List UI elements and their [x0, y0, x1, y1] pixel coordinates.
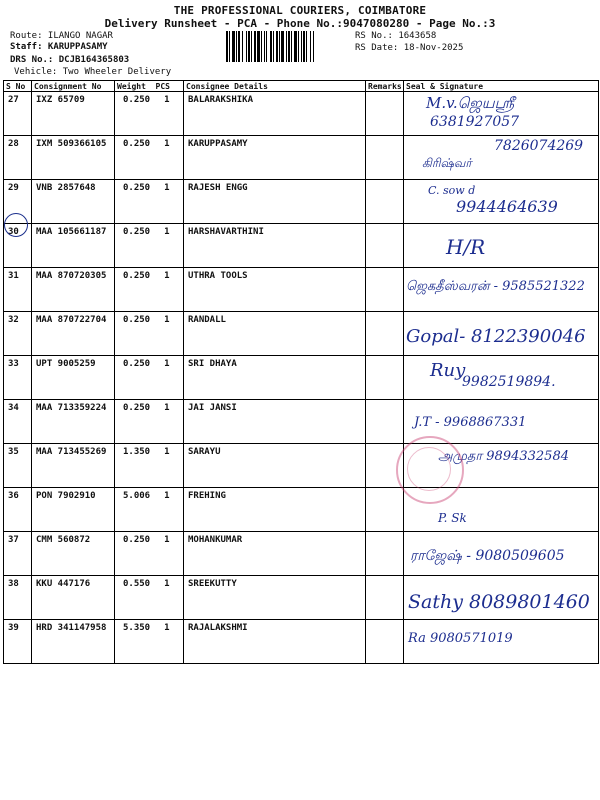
row-signature: [404, 312, 599, 356]
handwritten-signature: [404, 312, 599, 352]
signature-line-1: 7826074269: [494, 138, 584, 154]
row-weight-pcs: [115, 312, 184, 356]
row-sno: 39: [4, 620, 32, 664]
row-remarks: [366, 620, 404, 664]
row-pcs: 1: [164, 579, 170, 589]
handwritten-signature: [404, 576, 599, 616]
row-remarks: [366, 488, 404, 532]
row-weight: 0.250: [123, 535, 151, 545]
row-signature: [404, 532, 599, 576]
row-pcs: 1: [164, 227, 170, 237]
signature-line-1: ஜெகதீஸ்வரன் - 9585521322: [406, 279, 585, 294]
runsheet-title: Delivery Runsheet - PCA - Phone No.:9047080280 - Page No.:3: [104, 17, 496, 30]
row-consignment: MAA 105661187: [32, 224, 115, 268]
row-signature: [404, 224, 599, 268]
handwritten-signature: [404, 180, 599, 220]
col-consignment: Consignment No: [32, 81, 115, 92]
signature-line-1: Ruy: [430, 360, 466, 381]
vehicle-label: Vehicle: Two Wheeler Delivery: [14, 67, 172, 77]
runsheet-table: [3, 80, 599, 664]
row-pcs: 1: [164, 315, 170, 325]
row-signature: [404, 620, 599, 664]
row-sno: 30: [4, 224, 32, 268]
row-consignment: PON 7902910: [32, 488, 115, 532]
row-pcs: 1: [164, 359, 170, 369]
row-consignment: MAA 870722704: [32, 312, 115, 356]
row-consignee: MOHANKUMAR: [184, 532, 366, 576]
row-signature: [404, 92, 599, 136]
row-weight-pcs: [115, 356, 184, 400]
row-weight-pcs: [115, 444, 184, 488]
row-weight: 5.006: [123, 491, 151, 501]
row-weight: 0.550: [123, 579, 151, 589]
row-consignee: UTHRA TOOLS: [184, 268, 366, 312]
row-weight: 0.250: [123, 139, 151, 149]
signature-line-1: M.v.ஜெயஸ்ரீ: [426, 94, 515, 112]
signature-line-2: கிரிஷ்வர்: [422, 156, 472, 170]
table-row: [4, 356, 599, 400]
row-consignment: IXM 509366105: [32, 136, 115, 180]
row-signature: [404, 356, 599, 400]
table-row: [4, 136, 599, 180]
row-pcs: 1: [164, 447, 170, 457]
row-weight-pcs: [115, 92, 184, 136]
signature-line-1: C. sow d: [428, 184, 476, 197]
col-remarks: Remarks: [366, 81, 404, 92]
handwritten-signature: [404, 356, 599, 396]
company-seal-stamp: [396, 436, 464, 504]
col-weight-pcs: [115, 81, 184, 92]
row-remarks: [366, 356, 404, 400]
signature-line-1: P. Sk: [438, 511, 467, 525]
row-consignment: MAA 713455269: [32, 444, 115, 488]
row-consignee: SRI DHAYA: [184, 356, 366, 400]
handwritten-signature: [404, 136, 599, 176]
signature-line-1: H/R: [446, 235, 486, 259]
row-sno: 31: [4, 268, 32, 312]
staff-label: Staff: KARUPPASAMY: [10, 42, 108, 52]
col-consignee: Consignee Details: [184, 81, 366, 92]
row-sno: 28: [4, 136, 32, 180]
table-row: [4, 92, 599, 136]
row-signature: [404, 576, 599, 620]
row-sno: 34: [4, 400, 32, 444]
signature-line-1: அமுதா 9894332584: [438, 449, 569, 464]
row-weight: 0.250: [123, 359, 151, 369]
row-pcs: 1: [164, 535, 170, 545]
row-weight-pcs: [115, 532, 184, 576]
row-sno: 35: [4, 444, 32, 488]
company-title: THE PROFESSIONAL COURIERS, COIMBATORE: [173, 4, 427, 17]
row-pcs: 1: [164, 139, 170, 149]
row-signature: [404, 136, 599, 180]
table-row: [4, 400, 599, 444]
handwritten-signature: [404, 268, 599, 308]
signature-line-1: Sathy 8089801460: [408, 591, 590, 613]
row-consignment: VNB 2857648: [32, 180, 115, 224]
row-weight: 0.250: [123, 271, 151, 281]
row-pcs: 1: [164, 403, 170, 413]
signature-line-2: 6381927057: [430, 114, 520, 130]
row-weight-pcs: [115, 224, 184, 268]
handwritten-signature: [404, 620, 599, 660]
row-weight: 0.250: [123, 95, 151, 105]
row-remarks: [366, 180, 404, 224]
signature-line-1: Gopal- 8122390046: [406, 326, 586, 347]
col-sno: S No: [4, 81, 32, 92]
row-sno: 32: [4, 312, 32, 356]
row-consignee: JAI JANSI: [184, 400, 366, 444]
row-consignment: MAA 713359224: [32, 400, 115, 444]
row-remarks: [366, 268, 404, 312]
row-pcs: 1: [164, 183, 170, 193]
table-row: [4, 444, 599, 488]
table-row: [4, 576, 599, 620]
row-consignee: KARUPPASAMY: [184, 136, 366, 180]
row-consignee: SARAYU: [184, 444, 366, 488]
row-pcs: 1: [164, 623, 170, 633]
table-row: [4, 268, 599, 312]
row-weight-pcs: [115, 180, 184, 224]
row-weight-pcs: [115, 576, 184, 620]
row-weight: 1.350: [123, 447, 151, 457]
row-remarks: [366, 136, 404, 180]
row-consignment: UPT 9005259: [32, 356, 115, 400]
row-remarks: [366, 224, 404, 268]
handwritten-signature: [404, 532, 599, 572]
row-consignment: CMM 560872: [32, 532, 115, 576]
row-consignee: RANDALL: [184, 312, 366, 356]
row-remarks: [366, 312, 404, 356]
row-signature: [404, 268, 599, 312]
table-row: [4, 180, 599, 224]
table-row: [4, 312, 599, 356]
barcode-image: [226, 31, 352, 62]
row-remarks: [366, 400, 404, 444]
row-weight-pcs: [115, 400, 184, 444]
row-weight-pcs: [115, 268, 184, 312]
row-consignee: RAJALAKSHMI: [184, 620, 366, 664]
row-signature: [404, 180, 599, 224]
signature-line-1: ராஜேஷ் - 9080509605: [410, 548, 565, 564]
signature-line-1: Ra 9080571019: [408, 631, 513, 646]
signature-line-2: 9982519894.: [462, 374, 556, 390]
row-30-circle-mark: [4, 213, 28, 237]
row-pcs: 1: [164, 95, 170, 105]
col-weight: Weight: [117, 81, 146, 91]
table-row: [4, 532, 599, 576]
row-remarks: [366, 532, 404, 576]
table-row: [4, 224, 599, 268]
row-weight: 0.250: [123, 227, 151, 237]
row-consignee: SREEKUTTY: [184, 576, 366, 620]
table-row: [4, 488, 599, 532]
row-weight: 5.350: [123, 623, 151, 633]
row-sno: 37: [4, 532, 32, 576]
row-weight-pcs: [115, 136, 184, 180]
col-signature: Seal & Signature: [404, 81, 599, 92]
rs-number: RS No.: 1643658: [355, 31, 437, 41]
row-pcs: 1: [164, 491, 170, 501]
handwritten-signature: [404, 400, 599, 440]
table-row: [4, 620, 599, 664]
row-remarks: [366, 576, 404, 620]
handwritten-signature: [404, 92, 599, 132]
row-sno: 29: [4, 180, 32, 224]
row-consignment: KKU 447176: [32, 576, 115, 620]
row-consignment: HRD 341147958: [32, 620, 115, 664]
col-pcs: PCS: [155, 81, 170, 91]
route-label: Route: ILANGO NAGAR: [10, 31, 113, 41]
row-weight-pcs: [115, 488, 184, 532]
row-sno: 33: [4, 356, 32, 400]
row-consignment: MAA 870720305: [32, 268, 115, 312]
row-weight: 0.250: [123, 315, 151, 325]
row-consignee: FREHING: [184, 488, 366, 532]
rs-date: RS Date: 18-Nov-2025: [355, 43, 464, 53]
row-consignee: BALARAKSHIKA: [184, 92, 366, 136]
row-consignee: RAJESH ENGG: [184, 180, 366, 224]
signature-line-2: 9944464639: [456, 197, 558, 216]
row-pcs: 1: [164, 271, 170, 281]
handwritten-signature: [404, 224, 599, 264]
row-weight-pcs: [115, 620, 184, 664]
row-consignment: IXZ 65709: [32, 92, 115, 136]
row-sno: 38: [4, 576, 32, 620]
table-header-row: [4, 81, 599, 92]
signature-line-1: J.T - 9968867331: [414, 415, 527, 430]
row-weight: 0.250: [123, 403, 151, 413]
row-consignee: HARSHAVARTHINI: [184, 224, 366, 268]
row-sno: 36: [4, 488, 32, 532]
row-sno: 27: [4, 92, 32, 136]
row-weight: 0.250: [123, 183, 151, 193]
drs-number: DRS No.: DCJB164365803: [10, 55, 130, 65]
row-remarks: [366, 92, 404, 136]
